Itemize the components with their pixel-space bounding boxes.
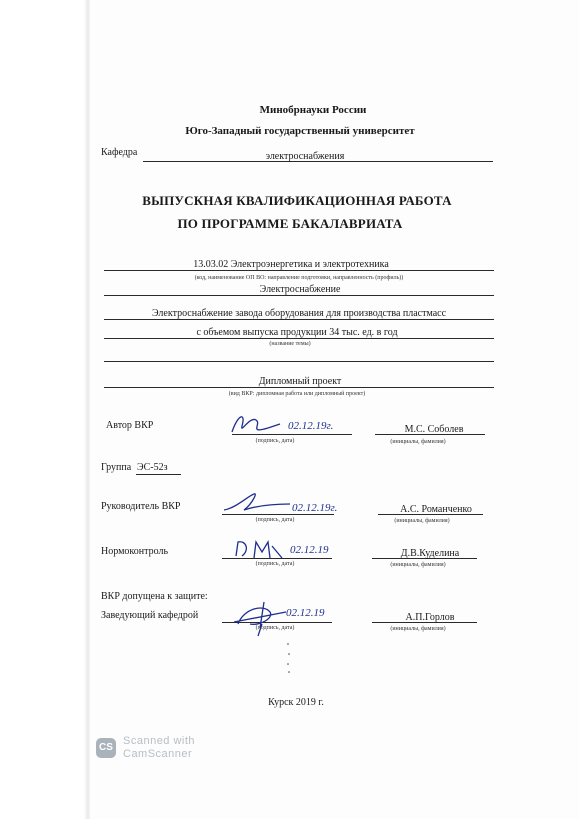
work-type-caption: (вид ВКР: дипломная работа или дипломный проект): [228, 391, 366, 397]
direction-value: 13.03.02 Электроэнергетика и электротехника: [193, 259, 389, 270]
supervisor-label: Руководитель ВКР: [101, 501, 181, 512]
work-type-value: Дипломный проект: [258, 376, 342, 387]
head-sign-date: 02.12.19: [286, 607, 325, 619]
author-name-caption: (инициалы, фамилия): [390, 439, 446, 445]
group-line: [136, 474, 181, 475]
stray-marks: [285, 640, 293, 676]
ministry-name: Минобрнауки России: [259, 104, 367, 116]
profile-line: [104, 295, 494, 296]
topic-line1: Электроснабжение завода оборудования для производства пластмасс: [151, 308, 447, 319]
group-value: ЭС-52з: [137, 462, 168, 473]
group-label: Группа: [101, 462, 132, 473]
document-page: [90, 0, 579, 819]
university-name: Юго-Западный государственный университет: [185, 125, 415, 137]
direction-caption: (код, наименование ОП ВО: направление подготовки, направленность (профиль)): [194, 275, 404, 281]
topic-line-2: [104, 338, 494, 339]
department-value: электроснабжения: [265, 151, 345, 162]
supervisor-sign-date: 02.12.19г.: [292, 502, 338, 514]
author-sign-date: 02.12.19г.: [288, 420, 334, 432]
head-name-caption: (инициалы, фамилия): [390, 626, 446, 632]
city-year: Курск 2019 г.: [268, 697, 324, 708]
topic-caption: (название темы): [269, 341, 311, 347]
head-label: Заведующий кафедрой: [101, 610, 199, 621]
document-title-line2: ПО ПРОГРАММЕ БАКАЛАВРИАТА: [177, 216, 403, 231]
watermark-line2: CamScanner: [123, 748, 193, 760]
supervisor-name-caption: (инициалы, фамилия): [394, 518, 450, 524]
head-name: А.П.Горлов: [405, 612, 455, 623]
author-sign-caption: (подпись, дата): [255, 438, 295, 444]
normcontrol-sign-date: 02.12.19: [290, 544, 329, 556]
author-name: М.С. Соболев: [404, 424, 464, 435]
supervisor-sign-caption: (подпись, дата): [255, 517, 295, 523]
normcontrol-label: Нормоконтроль: [101, 546, 169, 557]
scan-background: [0, 0, 90, 819]
direction-line: [104, 270, 494, 271]
normcontrol-name: Д.В.Куделина: [400, 548, 460, 559]
head-sign-caption: (подпись, дата): [255, 625, 295, 631]
admission-label: ВКР допущена к защите:: [101, 591, 208, 602]
author-label: Автор ВКР: [106, 420, 154, 431]
department-label: Кафедра: [101, 147, 138, 158]
normcontrol-sign-caption: (подпись, дата): [255, 561, 295, 567]
watermark-line1: Scanned with: [123, 735, 196, 747]
topic-line-3: [104, 361, 494, 362]
normcontrol-signature: [232, 536, 286, 562]
supervisor-name: А.С. Романченко: [400, 504, 472, 515]
author-signature: [228, 406, 284, 438]
document-title-line1: ВЫПУСКНАЯ КВАЛИФИКАЦИОННАЯ РАБОТА: [142, 193, 452, 208]
normcontrol-name-caption: (инициалы, фамилия): [390, 562, 446, 568]
work-type-line: [104, 387, 494, 388]
topic-line-1: [104, 319, 494, 320]
head-signature: [230, 594, 290, 640]
profile-value: Электроснабжение: [259, 284, 341, 295]
topic-line2: с объемом выпуска продукции 34 тыс. ед. в год: [196, 327, 398, 338]
camscanner-logo-icon: CS: [96, 738, 116, 758]
supervisor-signature: [222, 490, 292, 516]
